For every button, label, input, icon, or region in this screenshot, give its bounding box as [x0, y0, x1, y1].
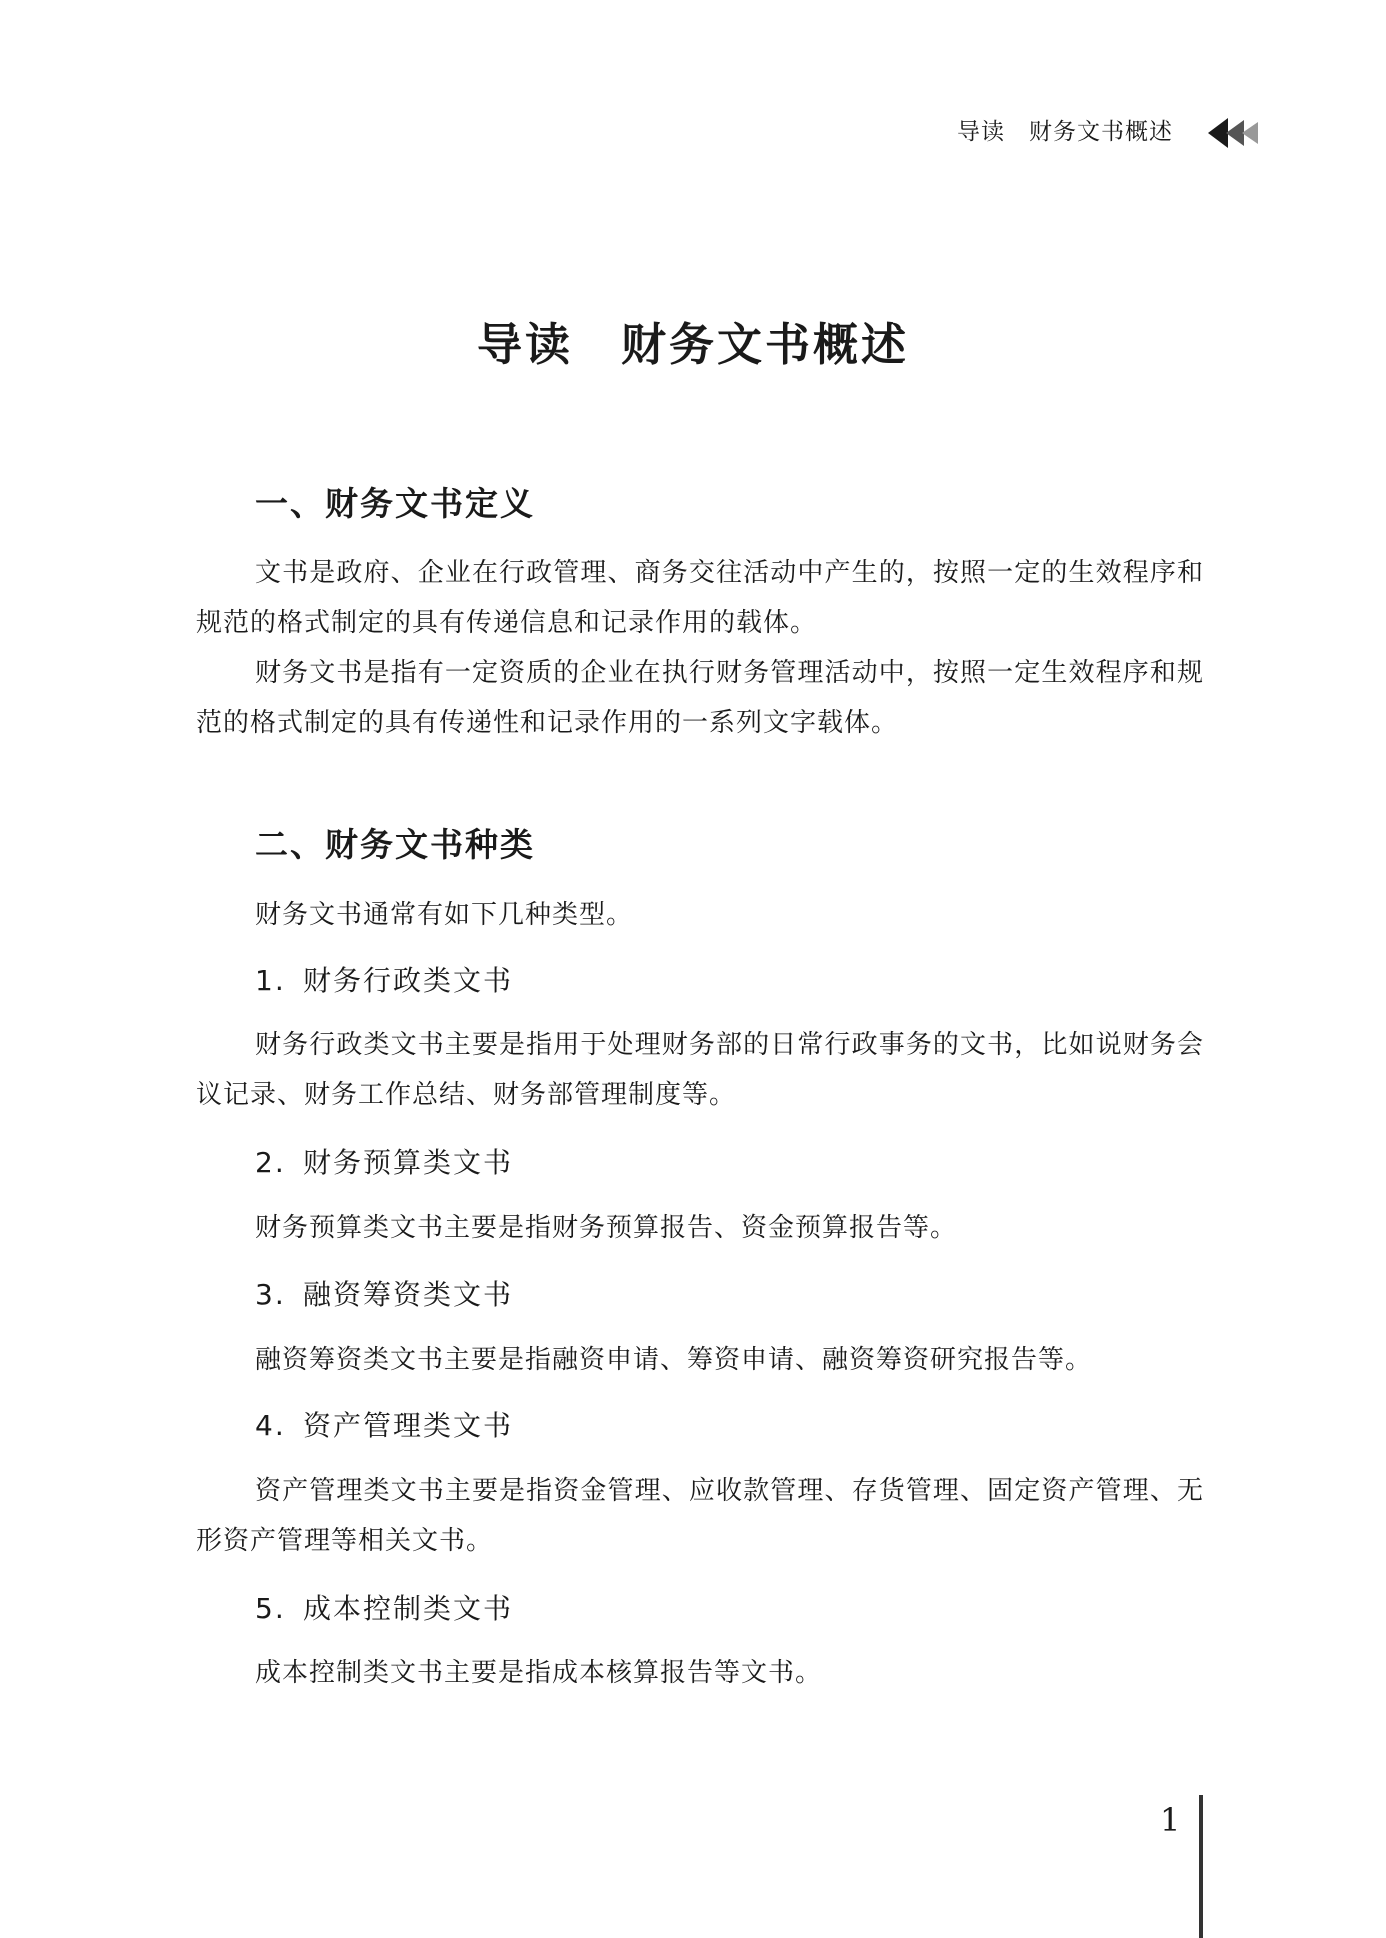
type-number: 3. [255, 1278, 286, 1311]
types-intro-paragraph: 财务文书通常有如下几种类型。 [255, 900, 634, 930]
type-heading-3 [255, 1274, 513, 1316]
chapter-title: 导读 财务文书概述 [476, 318, 909, 371]
type-number: 5. [255, 1592, 286, 1625]
running-header-text: 导读 财务文书概述 [957, 119, 1173, 145]
type-heading-1 [255, 960, 513, 1002]
type-heading-2 [255, 1142, 513, 1184]
page-edge-rule [1199, 1795, 1203, 1938]
type-paragraph-2: 财务预算类文书主要是指财务预算报告、资金预算报告等。 [255, 1213, 958, 1243]
type-heading-5 [255, 1588, 513, 1630]
definition-paragraph-2: 财务文书是指有一定资质的企业在执行财务管理活动中，按照一定生效程序和规范的格式制定的具有传递性和记录作用的一系列文字载体。 [196, 658, 1204, 738]
type-heading-4 [255, 1405, 513, 1447]
running-header [0, 112, 1386, 152]
type-title: 成本控制类文书 [303, 1592, 514, 1625]
type-paragraph-4: 资产管理类文书主要是指资金管理、应收款管理、存货管理、固定资产管理、无形资产管理等相关文书。 [196, 1476, 1204, 1556]
triple-left-arrows-icon [1208, 118, 1278, 148]
type-title: 资产管理类文书 [303, 1409, 514, 1442]
section-heading-types: 二、财务文书种类 [255, 825, 535, 864]
type-number: 1. [255, 964, 286, 997]
type-paragraph-3: 融资筹资类文书主要是指融资申请、筹资申请、融资筹资研究报告等。 [255, 1345, 1093, 1375]
page-number: 1 [1160, 1801, 1181, 1839]
type-title: 融资筹资类文书 [303, 1278, 514, 1311]
type-paragraph-1: 财务行政类文书主要是指用于处理财务部的日常行政事务的文书，比如说财务会议记录、财务工作总结、财务部管理制度等。 [196, 1030, 1204, 1110]
type-number: 2. [255, 1146, 286, 1179]
section-heading-definition: 一、财务文书定义 [255, 484, 535, 523]
type-title: 财务行政类文书 [303, 964, 514, 997]
type-paragraph-5: 成本控制类文书主要是指成本核算报告等文书。 [255, 1658, 823, 1688]
type-number: 4. [255, 1409, 286, 1442]
definition-paragraph-1: 文书是政府、企业在行政管理、商务交往活动中产生的，按照一定的生效程序和规范的格式制定的具有传递信息和记录作用的载体。 [196, 558, 1204, 638]
type-title: 财务预算类文书 [303, 1146, 514, 1179]
